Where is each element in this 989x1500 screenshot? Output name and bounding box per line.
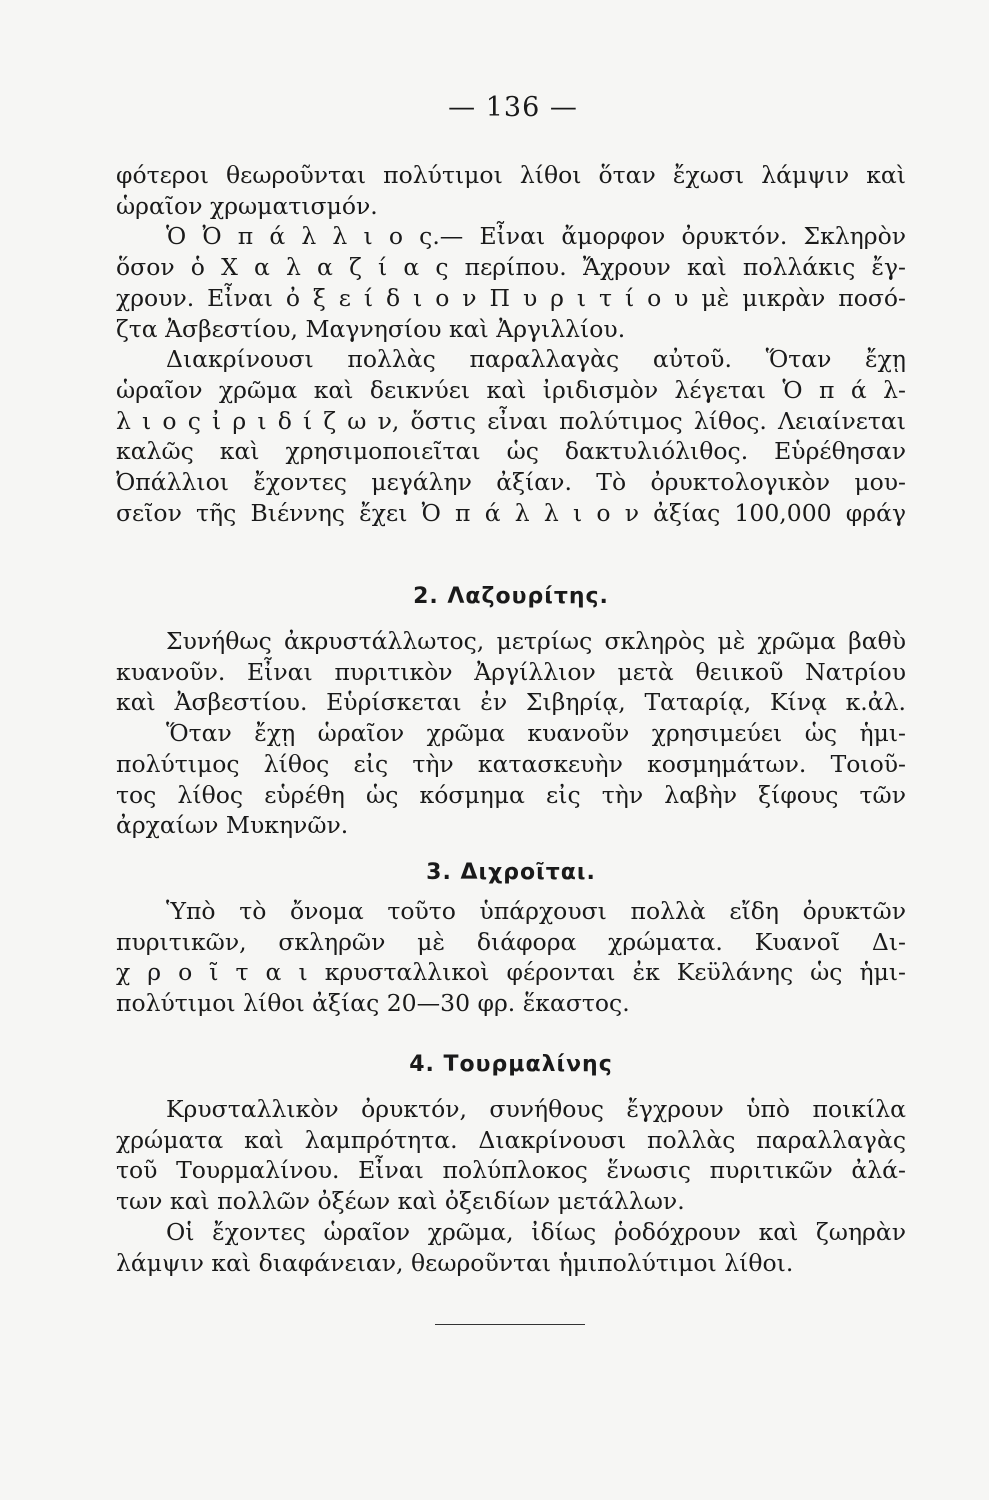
text-line: κυανοῦν. Εἶναι πυριτικὸν Ἀργίλλιον μετὰ θειικοῦ Νατρίου <box>116 657 906 686</box>
text-line: χρουν. Εἶναι ὀ ξ ε ί δ ι ο ν Π υ ρ ι τ ί ο υ μὲ μικρὰν ποσό- <box>116 283 906 312</box>
text-line: ὡραῖον χρωματισμόν. <box>116 191 378 220</box>
heading-tourmalinis: 4. Τουρμαλίνης <box>409 1052 613 1077</box>
text-line: Ὑπὸ τὸ ὄνομα τοῦτο ὑπάρχουσι πολλὰ εἴδη ὀρυκτῶν <box>166 897 906 925</box>
text-line: ἀρχαίων Μυκηνῶν. <box>116 811 349 840</box>
text-line: τος λίθος εὑρέθη ὡς κόσμημα εἰς τὴν λαβὴν ξίφους τῶν <box>116 780 906 809</box>
text-line: χρώματα καὶ λαμπρότητα. Διακρίνουσι πολλὰς παραλλαγὰς <box>116 1125 906 1154</box>
text-line: σεῖον τῆς Βιέννης ἔχει Ὀ π ά λ λ ι ο ν ἀξίας 100,000 φράγ <box>116 498 906 527</box>
section-lazouritis <box>116 626 906 841</box>
text-line: χ ρ ο ῖ τ α ι κρυσταλλικοὶ φέρονται ἐκ Κεϋλάνης ὡς ἡμι- <box>116 958 906 987</box>
text-line: φότεροι θεωροῦνται πολύτιμοι λίθοι ὅταν ἔχωσι λάμψιν καὶ <box>116 161 906 189</box>
text-line: πολύτιμοι λίθοι ἀξίας 20—30 φρ. ἕκαστος. <box>116 989 630 1018</box>
text-line: ὡραῖον χρῶμα καὶ δεικνύει καὶ ἰριδισμὸν λέγεται Ὁ π ά λ- <box>116 375 906 404</box>
text-line: λ ι ο ς ἰ ρ ι δ ί ζ ω ν, ὅστις εἶναι πολύτιμος λίθος. Λειαίνεται <box>116 406 906 435</box>
end-divider <box>435 1324 585 1325</box>
text-line: Οἱ ἔχοντες ὡραῖον χρῶμα, ἰδίως ῥοδόχρουν καὶ ζωηρὰν <box>166 1217 906 1246</box>
text-line: καὶ Ἀσβεστίου. Εὑρίσκεται ἐν Σιβηρίᾳ, Ταταρίᾳ, Κίνᾳ κ.ἀλ. <box>116 688 906 717</box>
text-line: Συνήθως ἀκρυστάλλωτος, μετρίως σκληρὸς μὲ χρῶμα βαθὺ <box>166 627 906 655</box>
text-line: καλῶς καὶ χρησιμοποιεῖται ὡς δακτυλιόλιθος. Εὑρέθησαν <box>116 437 906 466</box>
text-line: Ὀπάλλιοι ἔχοντες μεγάλην ἀξίαν. Τὸ ὀρυκτολογικὸν μου- <box>116 468 906 497</box>
section-dichroitai <box>116 896 906 1019</box>
section-tourmalinis <box>116 1094 906 1278</box>
text-line: ζτα Ἀσβεστίου, Μαγνησίου καὶ Ἀργιλλίου. <box>116 314 626 343</box>
text-line: ὅσον ὁ Χ α λ α ζ ί α ς περίπου. Ἄχρουν καὶ πολλάκις ἔγ- <box>116 253 906 282</box>
page-number: — 136 — <box>448 92 578 123</box>
text-line: Ὅταν ἔχῃ ὡραῖον χρῶμα κυανοῦν χρησιμεύει ὡς ἡμι- <box>166 719 906 748</box>
section-opalios <box>116 160 906 528</box>
heading-lazouritis: 2. Λαζουρίτης. <box>413 584 609 609</box>
heading-dichroitai: 3. Διχροῖται. <box>426 860 596 885</box>
text-line: λάμψιν καὶ διαφάνειαν, θεωροῦνται ἡμιπολύτιμοι λίθοι. <box>116 1248 794 1277</box>
text-line: πυριτικῶν, σκληρῶν μὲ διάφορα χρώματα. Κυανοῖ Δι- <box>116 927 906 956</box>
text-line: τοῦ Τουρμαλίνου. Εἶναι πολύπλοκος ἕνωσις πυριτικῶν ἀλά- <box>116 1156 906 1185</box>
text-line: Κρυσταλλικὸν ὀρυκτόν, συνήθους ἔγχρουν ὑπὸ ποικίλα <box>166 1095 906 1123</box>
text-line: πολύτιμος λίθος εἰς τὴν κατασκευὴν κοσμημάτων. Τοιοῦ- <box>116 749 906 778</box>
text-line: Ὁ Ὀ π ά λ λ ι ο ς.— Εἶναι ἄμορφον ὀρυκτόν. Σκληρὸν <box>166 222 906 251</box>
text-line: των καὶ πολλῶν ὀξέων καὶ ὀξειδίων μετάλλων. <box>116 1187 685 1216</box>
text-line: Διακρίνουσι πολλὰς παραλλαγὰς αὐτοῦ. Ὅταν ἔχῃ <box>166 345 906 374</box>
